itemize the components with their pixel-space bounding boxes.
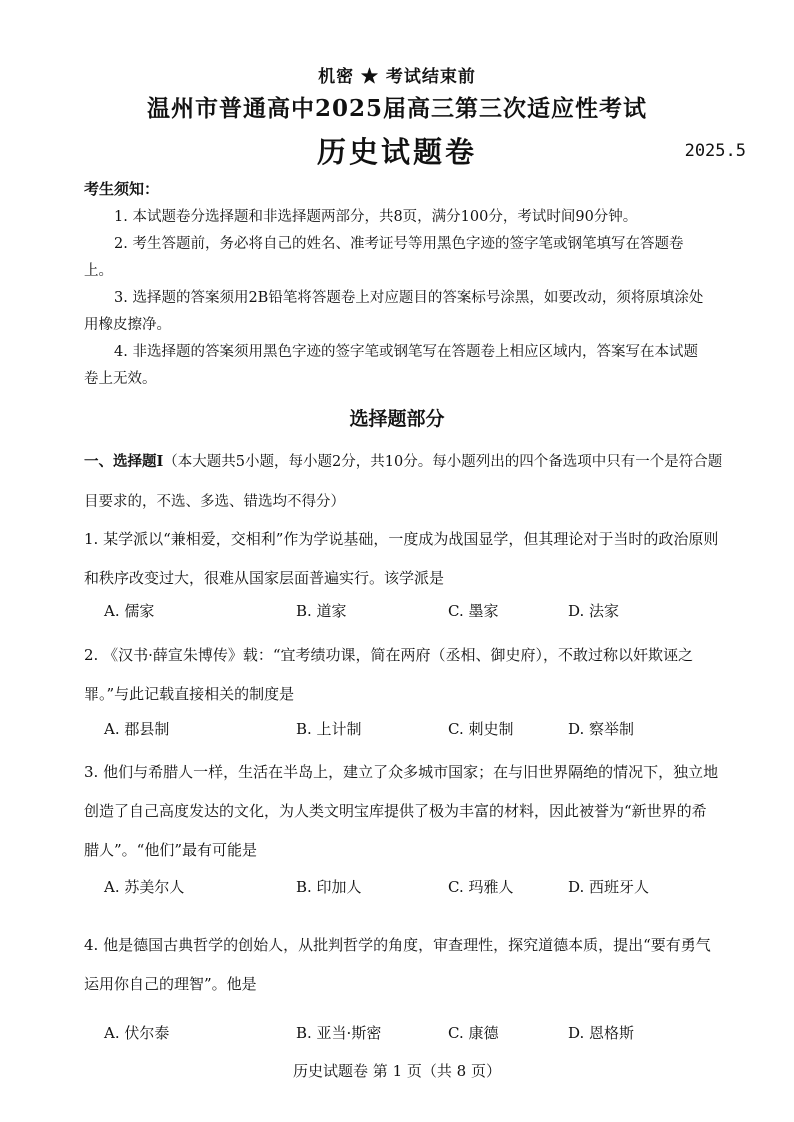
- section-title: 选择题部分: [349, 408, 445, 430]
- notice-item-3: 3. 选择题的答案须用2B铅笔将答题卷上对应题目的答案标号涂黑，如要改动，须将原填涂处用橡皮擦净。: [84, 290, 704, 333]
- part-heading: [84, 442, 724, 522]
- q4-option-b: B. 亚当·斯密: [296, 1024, 382, 1042]
- q2-option-c: C. 刺史制: [448, 720, 514, 738]
- q2-option-b: B. 上计制: [296, 720, 362, 738]
- part-description: （本大题共5小题，每小题2分，共10分。每小题列出的四个备选项中只有一个是符合题目要求的，不选、多选、错选均不得分）: [84, 454, 723, 510]
- notice-item-1: 1. 本试题卷分选择题和非选择题两部分，共8页，满分100分，考试时间90分钟。: [114, 209, 638, 225]
- question-3-stem: 3. 他们与希腊人一样，生活在半岛上，建立了众多城市国家；在与旧世界隔绝的情况下，独立地创造了自己高度发达的文化，为人类文明宝库提供了极为丰富的材料，因此被誉为“新世界的希腊人”。“他们”最有可能是: [84, 763, 719, 859]
- question-4-options: [104, 1022, 704, 1046]
- q2-option-a: A. 郡县制: [104, 720, 170, 738]
- q3-option-b: B. 印加人: [296, 878, 362, 896]
- part-title: 一、选择题Ⅰ: [84, 453, 164, 470]
- exam-date: 2025.5: [684, 141, 746, 161]
- q1-option-d: D. 法家: [568, 602, 620, 620]
- question-2-options: [104, 718, 704, 742]
- page-footer: 历史试题卷 第 1 页（共 8 页）: [293, 1062, 501, 1080]
- notice-item-2: 2. 考生答题前，务必将自己的姓名、准考证号等用黑色字迹的签字笔或钢笔填写在答题卷上。: [84, 236, 684, 279]
- q1-option-a: A. 儒家: [104, 602, 155, 620]
- q1-option-c: C. 墨家: [448, 602, 499, 620]
- q4-option-d: D. 恩格斯: [568, 1024, 635, 1042]
- q3-option-a: A. 苏美尔人: [104, 878, 185, 896]
- question-3-options: [104, 876, 704, 900]
- notice-item-4: 4. 非选择题的答案须用黑色字迹的签字笔或钢笔写在答题卷上相应区域内，答案写在本试题卷上无效。: [84, 344, 698, 387]
- question-4-stem: 4. 他是德国古典哲学的创始人，从批判哲学的角度，审查理性，探究道德本质，提出“要有勇气运用你自己的理智”。他是: [84, 936, 711, 993]
- question-1-stem: 1. 某学派以“兼相爱，交相利”作为学说基础，一度成为战国显学，但其理论对于当时的政治原则和秩序改变过大，很难从国家层面普遍实行。该学派是: [84, 530, 719, 587]
- confidential-label: 机密 ★ 考试结束前: [318, 67, 476, 87]
- q3-option-c: C. 玛雅人: [448, 878, 514, 896]
- q3-option-d: D. 西班牙人: [568, 878, 650, 896]
- q1-option-b: B. 道家: [296, 602, 347, 620]
- notice-title: 考生须知：: [84, 180, 160, 198]
- q4-option-c: C. 康德: [448, 1024, 499, 1042]
- question-1-options: [104, 600, 704, 624]
- q4-option-a: A. 伏尔泰: [104, 1024, 170, 1042]
- subject-title: 历史试题卷: [316, 135, 477, 169]
- exam-title: 温州市普通高中2025届高三第三次适应性考试: [146, 95, 647, 122]
- q2-option-d: D. 察举制: [568, 720, 635, 738]
- question-2-stem: 2. 《汉书·薛宣朱博传》载：“宜考绩功课，简在两府（丞相、御史府），不敢过称以奸欺诬之罪。”与此记载直接相关的制度是: [84, 646, 694, 703]
